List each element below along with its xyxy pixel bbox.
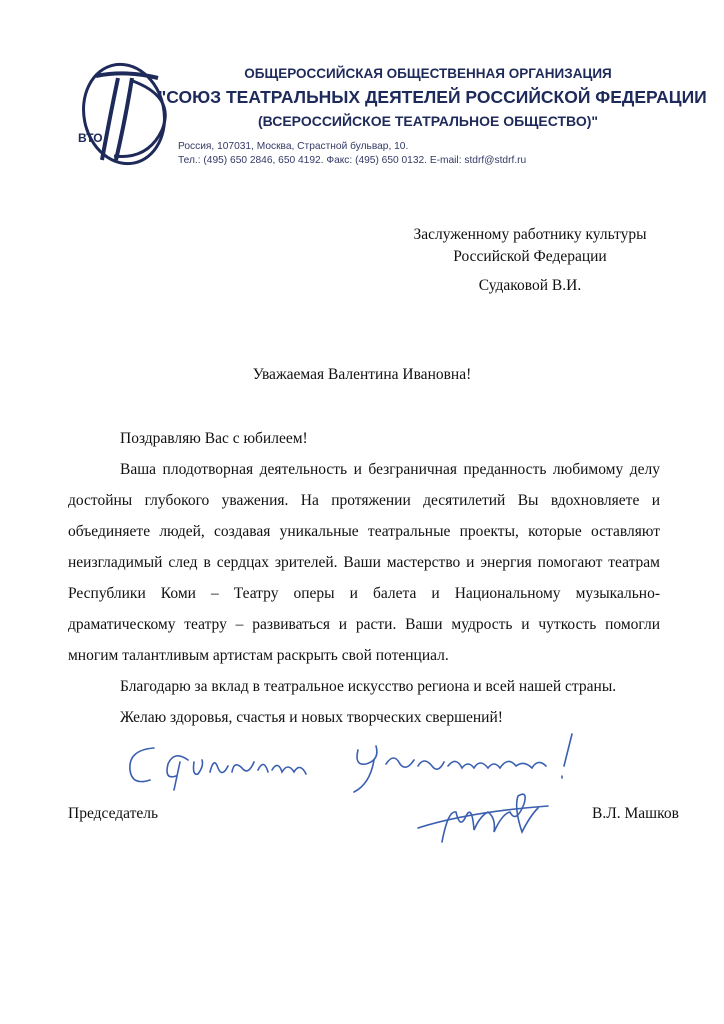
greeting: Уважаемая Валентина Ивановна! — [252, 366, 472, 383]
signer-name: В.Л. Машков — [592, 805, 679, 822]
addressee-block — [360, 224, 700, 297]
addressee-line-1: Заслуженному работнику культуры — [413, 226, 647, 243]
paragraph-wishes: Желаю здоровья, счастья и новых творческих свершений! — [120, 709, 503, 726]
org-contacts: Тел.: (495) 650 2846, 650 4192. Факс: (495) 650 0132. E-mail: stdrf@stdrf.ru — [178, 155, 527, 166]
addressee-line-2: Российской Федерации — [453, 248, 607, 265]
paragraph-main: Ваша плодотворная деятельность и безграничная преданность любимому делу достойны глубокого уважения. На протяжении десятилетий Вы вдохновляете и объединяете людей, создавая уникальные театральные проекты, которые оставляют неизгладимый след в сердцах зрителей. Ваши мастерство и энергия помогают театрам Республики Коми – Театру оперы и балета и Национальному музыкально-драматическому театру – развиваться и расти. Ваши мудрость и чуткость помогли многим талантливым артистам раскрыть свой потенциал. — [68, 461, 660, 664]
paragraph-gratitude: Благодарю за вклад в театральное искусство региона и всей нашей страны. — [120, 678, 617, 695]
org-line-1: ОБЩЕРОССИЙСКАЯ ОБЩЕСТВЕННАЯ ОРГАНИЗАЦИЯ — [244, 66, 612, 81]
org-line-3: (ВСЕРОССИЙСКОЕ ТЕАТРАЛЬНОЕ ОБЩЕСТВО)" — [257, 113, 599, 129]
addressee-name: Судаковой В.И. — [478, 277, 582, 294]
letter-body — [68, 423, 660, 733]
handwritten-signature — [118, 720, 618, 860]
paragraph-congratulation: Поздравляю Вас с юбилеем! — [120, 430, 308, 447]
org-line-2: "СОЮЗ ТЕАТРАЛЬНЫХ ДЕЯТЕЛЕЙ РОССИЙСКОЙ ФЕДЕРАЦИИ — [158, 87, 707, 107]
signer-role: Председатель — [68, 805, 159, 822]
logo-text: ВТО — [78, 131, 103, 145]
organization-logo — [66, 56, 182, 174]
letterhead — [0, 0, 724, 190]
org-address: Россия, 107031, Москва, Страстной бульвар, 10. — [178, 141, 409, 152]
